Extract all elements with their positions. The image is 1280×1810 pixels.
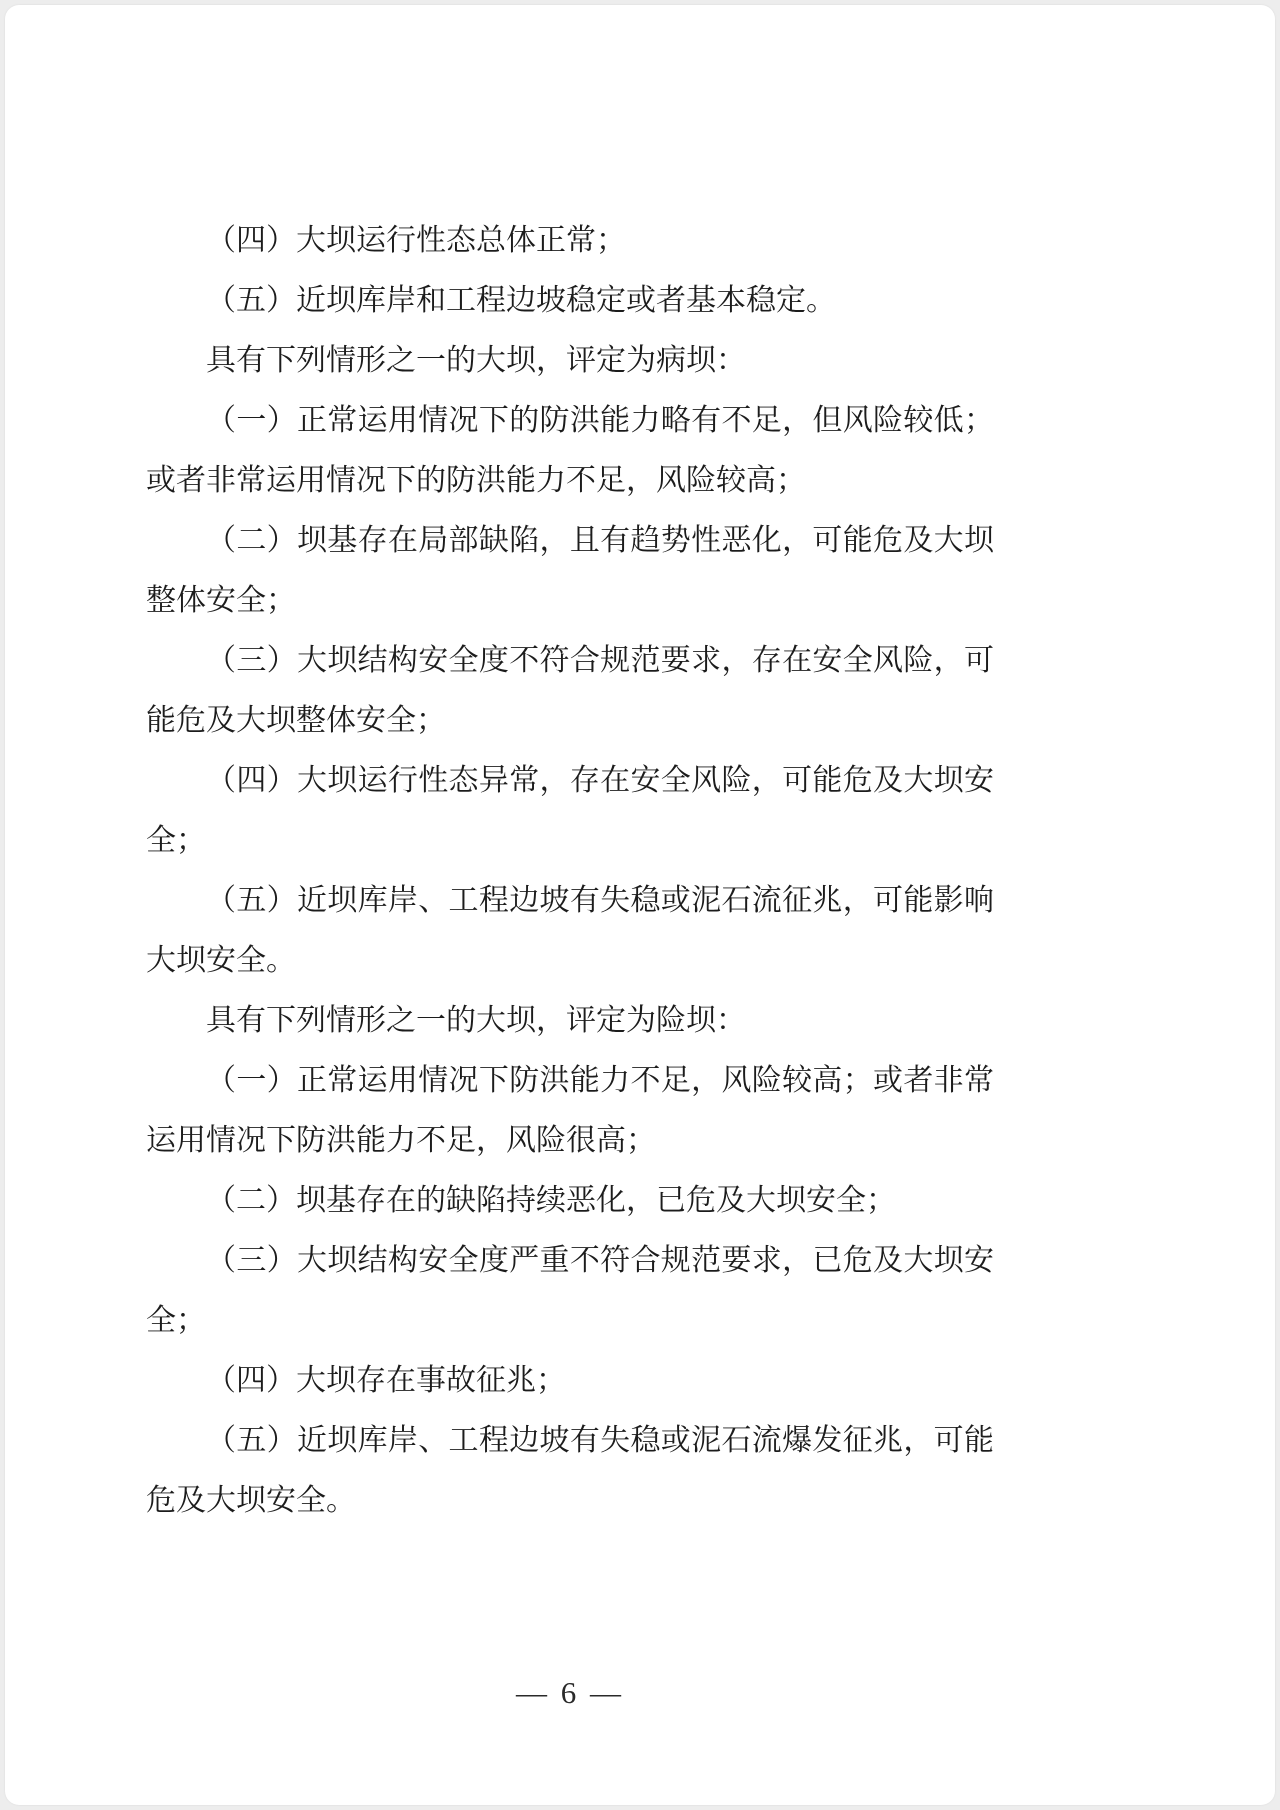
paragraph: （四）大坝存在事故征兆； <box>206 1364 566 1397</box>
paragraph: 具有下列情形之一的大坝，评定为病坝： <box>206 344 746 377</box>
document-body <box>146 211 994 1531</box>
paragraph: （二）坝基存在局部缺陷，且有趋势性恶化，可能危及大坝整体安全； <box>146 524 994 617</box>
paragraph: （一）正常运用情况下的防洪能力略有不足，但风险较低；或者非常运用情况下的防洪能力不足，风险较高； <box>146 404 994 497</box>
page-number: — 6 — <box>516 1675 624 1710</box>
paragraph: （五）近坝库岸、工程边坡有失稳或泥石流征兆，可能影响大坝安全。 <box>146 884 994 977</box>
paragraph: （三）大坝结构安全度不符合规范要求，存在安全风险，可能危及大坝整体安全； <box>146 644 994 737</box>
paragraph: （四）大坝运行性态异常，存在安全风险，可能危及大坝安全； <box>146 764 994 857</box>
paragraph: （五）近坝库岸和工程边坡稳定或者基本稳定。 <box>206 284 836 317</box>
paragraph: 具有下列情形之一的大坝，评定为险坝： <box>206 1004 746 1037</box>
paragraph: （三）大坝结构安全度严重不符合规范要求，已危及大坝安全； <box>146 1244 994 1337</box>
document-page <box>5 5 1275 1805</box>
paragraph: （四）大坝运行性态总体正常； <box>206 224 626 257</box>
paragraph: （二）坝基存在的缺陷持续恶化，已危及大坝安全； <box>206 1184 896 1217</box>
paragraph: （五）近坝库岸、工程边坡有失稳或泥石流爆发征兆，可能危及大坝安全。 <box>146 1424 994 1517</box>
paragraph: （一）正常运用情况下防洪能力不足，风险较高；或者非常运用情况下防洪能力不足，风险很高； <box>146 1064 994 1157</box>
